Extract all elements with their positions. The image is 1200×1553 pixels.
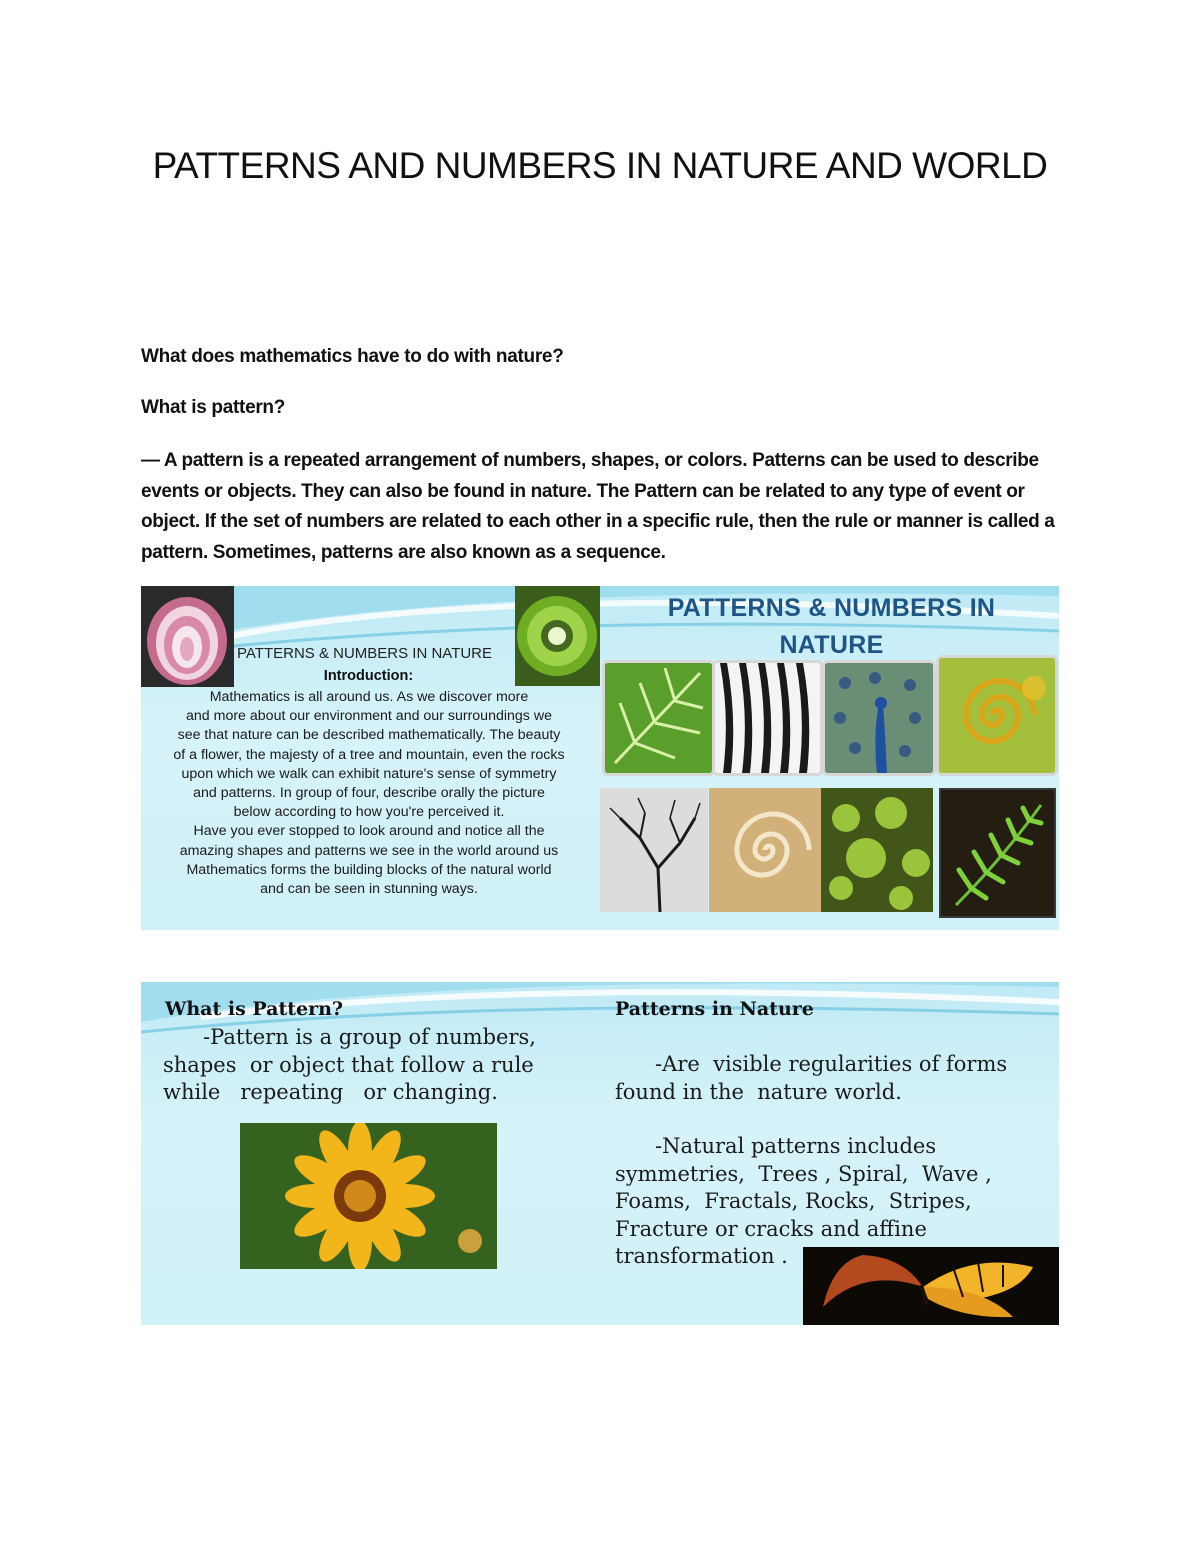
slide1-intro-text — [143, 688, 595, 899]
slide1-heading: PATTERNS & NUMBERS IN NATURE — [237, 645, 493, 662]
page-title: PATTERNS AND NUMBERS IN NATURE AND WORLD — [152, 145, 1048, 186]
question-what-is-pattern: What is pattern? — [141, 397, 286, 418]
intro-line: amazing shapes and patterns we see in the world around us — [179, 842, 559, 859]
intro-line: below according to how you're perceived it. — [233, 804, 505, 821]
chameleon-spiral-image — [936, 655, 1058, 776]
intro-line: Have you ever stopped to look around and notice all the — [193, 823, 545, 840]
patterns-in-nature-text-1: -Are visible regularities of forms found in the nature world. — [615, 1052, 1008, 1104]
intro-line: and patterns. In group of four, describe orally the picture — [193, 785, 545, 802]
intro-line: Mathematics is all around us. As we discover more — [209, 689, 529, 705]
zebra-stripes-image — [712, 660, 823, 776]
tree-branches-image — [600, 788, 708, 912]
big-title-line: NATURE — [779, 631, 884, 659]
peacock-image — [822, 660, 936, 776]
big-title-line: PATTERNS & NUMBERS IN — [667, 594, 996, 622]
patterns-in-nature-text-2: -Natural patterns includes symmetries, Trees , Spiral, Wave , Foams, Fractals, Rocks, Stripes, Fracture or cracks and affine transformation . — [615, 1134, 992, 1268]
patterns-in-nature-heading: Patterns in Nature — [615, 998, 814, 1020]
intro-line: of a flower, the majesty of a tree and mountain, even the rocks — [173, 746, 565, 763]
what-is-pattern-heading: What is Pattern? — [165, 998, 344, 1020]
intro-line: and can be seen in stunning ways. — [260, 881, 478, 898]
gazania-flower-image — [240, 1123, 497, 1269]
what-is-pattern-text: -Pattern is a group of numbers, shapes or object that follow a rule while repeating or changing. — [163, 1025, 536, 1104]
intro-line: and more about our environment and our surroundings we — [186, 708, 552, 725]
nautilus-shell-image — [709, 788, 821, 912]
intro-line: see that nature can be described mathematically. The beauty — [177, 727, 561, 744]
fern-leaf-image — [939, 788, 1056, 918]
romanesco-image — [821, 788, 933, 912]
leaf-veins-image — [602, 660, 715, 776]
intro-line: upon which we walk can exhibit nature's sense of symmetry — [181, 765, 557, 782]
pattern-definition-paragraph: — A pattern is a repeated arrangement of numbers, shapes, or colors. Patterns can be used to describe events or objects. They can also be found in nature. The Pattern can be related to any type of event or object. If the set of numbers are related to each other in a specific rule, then the rule or manner is called a pattern. Sometimes, patterns are also known as a sequence. — [141, 450, 1055, 563]
butterfly-image — [803, 1247, 1059, 1325]
question-math-nature: What does mathematics have to do with nature? — [141, 346, 564, 367]
slide1-intro-label: Introduction: — [323, 668, 414, 684]
slide1-big-title — [604, 590, 1059, 664]
intro-line: Mathematics forms the building blocks of the natural world — [186, 861, 552, 878]
